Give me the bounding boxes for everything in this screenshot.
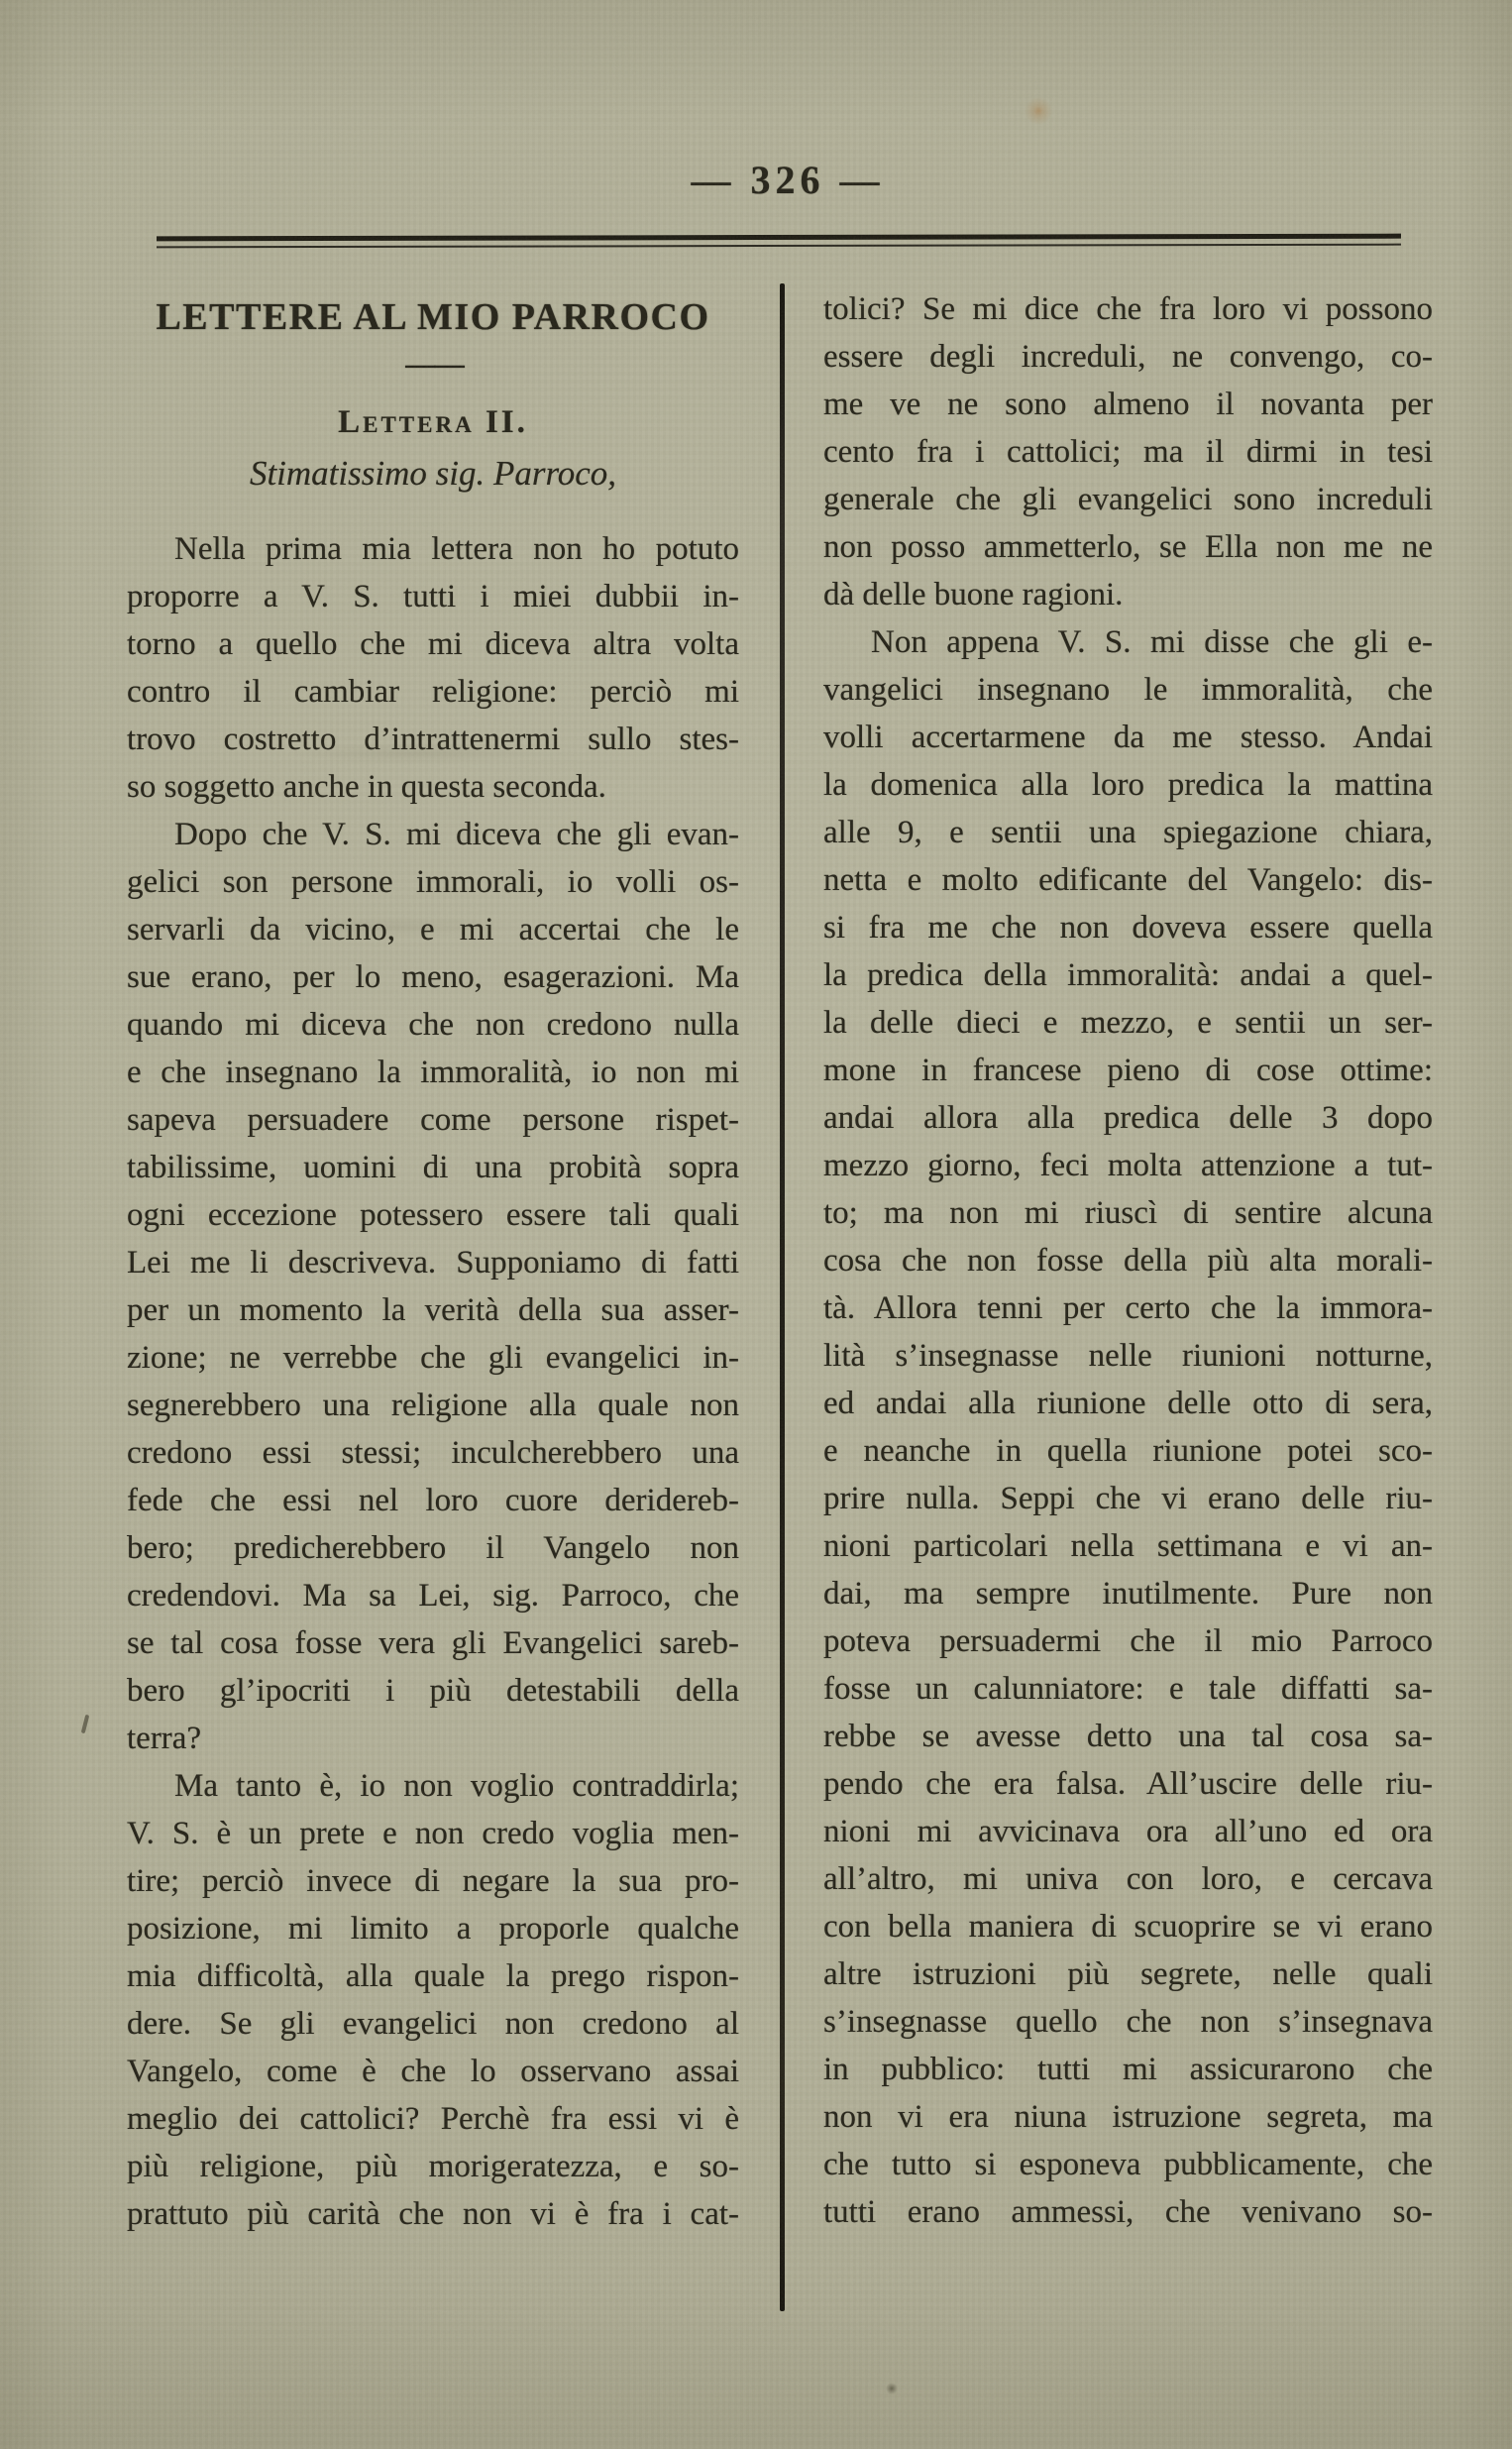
text-line: ogni eccezione potessero essere tali quali	[127, 1197, 739, 1233]
text-line: quando mi diceva che non credono nulla	[127, 1007, 739, 1043]
text-line: torno a quello che mi diceva altra volta	[127, 626, 739, 662]
text-line: tutti erano ammessi, che venivano so-	[823, 2194, 1433, 2230]
title-ornament: — —	[405, 348, 461, 381]
text-line: fede che essi nel loro cuore deridereb-	[127, 1483, 739, 1518]
right-column-text	[823, 281, 1433, 2236]
text-line: volli accertarmene da me stesso. Andai	[823, 720, 1433, 755]
text-line: più religione, più morigeratezza, e so-	[127, 2149, 739, 2184]
header-rule	[157, 234, 1401, 249]
text-line: all’altro, mi univa con loro, e cercava	[823, 1861, 1433, 1897]
text-line: Vangelo, come è che lo osservano assai	[127, 2054, 739, 2089]
text-line: bero; predicherebbero il Vangelo non	[127, 1530, 739, 1566]
text-line: bero gl’ipocriti i più detestabili della	[127, 1673, 739, 1709]
text-line: non vi era niuna istruzione segreta, ma	[823, 2099, 1433, 2135]
text-line: posizione, mi limito a proporle qualche	[127, 1911, 739, 1947]
text-line: e che insegnano la immoralità, io non mi	[127, 1055, 739, 1090]
left-column	[127, 281, 739, 2238]
text-line: credendovi. Ma sa Lei, sig. Parroco, che	[127, 1578, 739, 1614]
text-line: Ma tanto è, io non voglio contraddirla;	[174, 1768, 739, 1804]
text-line: credono essi stessi; inculcherebbero una	[127, 1435, 739, 1471]
text-line: nioni particolari nella settimana e vi an-	[823, 1528, 1433, 1564]
text-line: meglio dei cattolici? Perchè fra essi vi è	[127, 2101, 739, 2137]
text-line: me ve ne sono almeno il novanta per	[823, 387, 1433, 422]
text-line: non posso ammetterlo, se Ella non me ne	[823, 529, 1433, 565]
text-line: lità s’insegnasse nelle riunioni notturne,	[823, 1338, 1433, 1374]
text-line: V. S. è un prete e non credo voglia men-	[127, 1816, 739, 1851]
text-line: mezzo giorno, feci molta attenzione a tut-	[823, 1148, 1433, 1183]
page-number: — 326 —	[691, 158, 885, 202]
stray-ink-mark	[81, 1715, 89, 1733]
column-divider	[780, 283, 785, 2311]
text-line: s’insegnasse quello che non s’insegnava	[823, 2004, 1433, 2040]
text-line: essere degli increduli, ne convengo, co-	[823, 339, 1433, 375]
text-line: prattuto più carità che non vi è fra i cat-	[127, 2196, 739, 2232]
text-line: la delle dieci e mezzo, e sentii un ser-	[823, 1005, 1433, 1041]
text-line: poteva persuadermi che il mio Parroco	[823, 1623, 1433, 1659]
text-line: tabilissime, uomini di una probità sopra	[127, 1150, 739, 1185]
text-line: servarli da vicino, e mi accertai che le	[127, 912, 739, 947]
text-line: zione; ne verrebbe che gli evangelici in-	[127, 1340, 739, 1376]
text-line: in pubblico: tutti mi assicurarono che	[823, 2052, 1433, 2087]
text-line: netta e molto edificante del Vangelo: dis-	[823, 862, 1433, 898]
text-line: e neanche in quella riunione potei sco-	[823, 1433, 1433, 1469]
text-line: Dopo che V. S. mi diceva che gli evan-	[174, 817, 739, 852]
text-line: con bella maniera di scuoprire se vi erano	[823, 1909, 1433, 1945]
article-title: LETTERE AL MIO PARROCO	[156, 296, 710, 338]
text-line: sapeva persuadere come persone rispet-	[127, 1102, 739, 1138]
text-line: tolici? Se mi dice che fra loro vi possono	[823, 291, 1433, 327]
text-line: la domenica alla loro predica la mattina	[823, 767, 1433, 803]
salutation: Stimatissimo sig. Parroco,	[249, 454, 617, 493]
text-line: tà. Allora tenni per certo che la immora-	[823, 1290, 1433, 1326]
text-line: Nella prima mia lettera non ho potuto	[174, 531, 739, 567]
text-line: gelici son persone immorali, io volli os-	[127, 864, 739, 900]
text-line: Non appena V. S. mi disse che gli e-	[871, 624, 1433, 660]
text-line: la predica della immoralità: andai a quel-	[823, 957, 1433, 993]
text-line: dai, ma sempre inutilmente. Pure non	[823, 1576, 1433, 1612]
text-line: ed andai alla riunione delle otto di sera,	[823, 1386, 1433, 1421]
left-column-text	[127, 525, 739, 2238]
text-line: che tutto si esponeva pubblicamente, che	[823, 2147, 1433, 2182]
text-line: dà delle buone ragioni.	[823, 577, 1124, 612]
text-line: so soggetto anche in questa seconda.	[127, 769, 606, 805]
text-line: trovo costretto d’intrattenermi sullo stes-	[127, 722, 739, 757]
text-line: terra?	[127, 1721, 202, 1756]
text-line: andai allora alla predica delle 3 dopo	[823, 1100, 1433, 1136]
text-line: dere. Se gli evangelici non credono al	[127, 2006, 739, 2042]
text-line: altre istruzioni più segrete, nelle quali	[823, 1956, 1433, 1992]
text-line: pendo che era falsa. All’uscire delle riu-	[823, 1766, 1433, 1802]
text-line: fosse un calunniatore: e tale diffatti sa-	[823, 1671, 1433, 1707]
letter-heading: Lettera II.	[338, 404, 528, 440]
text-line: cento fra i cattolici; ma il dirmi in tesi	[823, 434, 1433, 470]
text-line: per un momento la verità della sua asser-	[127, 1292, 739, 1328]
text-line: mone in francese pieno di cose ottime:	[823, 1053, 1433, 1088]
text-line: tire; perciò invece di negare la sua pro-	[127, 1863, 739, 1899]
text-line: generale che gli evangelici sono increduli	[823, 482, 1433, 517]
text-line: Lei me li descriveva. Supponiamo di fatti	[127, 1245, 739, 1280]
text-line: mia difficoltà, alla quale la prego rispon-	[127, 1958, 739, 1994]
right-column	[823, 281, 1433, 2236]
text-line: si fra me che non doveva essere quella	[823, 910, 1433, 946]
text-line: prire nulla. Seppi che vi erano delle riu-	[823, 1481, 1433, 1516]
text-line: sue erano, per lo meno, esagerazioni. Ma	[127, 959, 739, 995]
text-line: vangelici insegnano le immoralità, che	[823, 672, 1433, 708]
text-line: proporre a V. S. tutti i miei dubbii in-	[127, 579, 739, 614]
text-line: nioni mi avvicinava ora all’uno ed ora	[823, 1814, 1433, 1849]
text-line: rebbe se avesse detto una tal cosa sa-	[823, 1719, 1433, 1754]
text-line: to; ma non mi riuscì di sentire alcuna	[823, 1195, 1433, 1231]
text-line: cosa che non fosse della più alta morali-	[823, 1243, 1433, 1279]
text-line: contro il cambiar religione: perciò mi	[127, 674, 739, 710]
text-line: segnerebbero una religione alla quale non	[127, 1388, 739, 1423]
text-line: se tal cosa fosse vera gli Evangelici sareb-	[127, 1625, 739, 1661]
text-line: alle 9, e sentii una spiegazione chiara,	[823, 815, 1433, 850]
